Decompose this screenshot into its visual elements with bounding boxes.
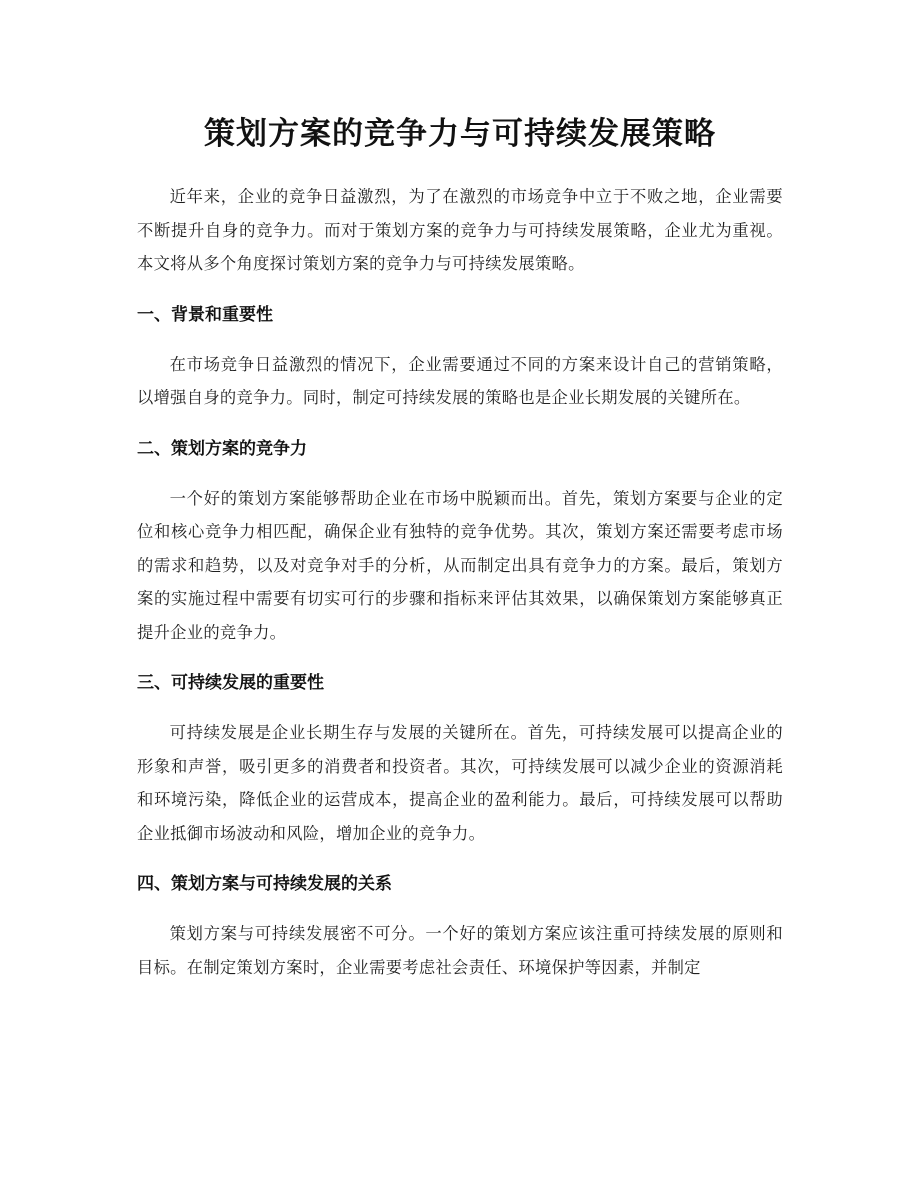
section-heading-competitiveness: 二、策划方案的竞争力 <box>137 438 307 459</box>
section-body-background: 在市场竞争日益激烈的情况下，企业需要通过不同的方案来设计自己的营销策略，以增强自身的竞争力。同时，制定可持续发展的策略也是企业长期发展的关键所在。 <box>137 354 783 407</box>
section-heading-sustainability: 三、可持续发展的重要性 <box>137 673 324 693</box>
document-body <box>137 180 783 984</box>
section-body-relationship: 策划方案与可持续发展密不可分。一个好的策划方案应该注重可持续发展的原则和目标。在制定策划方案时，企业需要考虑社会责任、环境保护等因素，并制定 <box>137 924 783 977</box>
section-heading-relationship: 四、策划方案与可持续发展的关系 <box>137 874 392 894</box>
page-title: 策划方案的竞争力与可持续发展策略 <box>204 116 716 152</box>
section-body-sustainability: 可持续发展是企业长期生存与发展的关键所在。首先，可持续发展可以提高企业的形象和声誉，吸引更多的消费者和投资者。其次，可持续发展可以减少企业的资源消耗和环境污染，降低企业的运营成本，提高企业的盈利能力。最后，可持续发展可以帮助企业抵御市场波动和风险，增加企业的竞争力。 <box>137 723 783 843</box>
intro-paragraph: 近年来，企业的竞争日益激烈，为了在激烈的市场竞争中立于不败之地，企业需要不断提升自身的竞争力。而对于策划方案的竞争力与可持续发展策略，企业尤为重视。本文将从多个角度探讨策划方案的竞争力与可持续发展策略。 <box>137 187 783 273</box>
section-heading-background: 一、背景和重要性 <box>137 304 273 325</box>
section-body-competitiveness: 一个好的策划方案能够帮助企业在市场中脱颖而出。首先，策划方案要与企业的定位和核心竞争力相匹配，确保企业有独特的竞争优势。其次，策划方案还需要考虑市场的需求和趋势，以及对竞争对手的分析，从而制定出具有竞争力的方案。最后，策划方案的实施过程中需要有切实可行的步骤和指标来评估其效果，以确保策划方案能够真正提升企业的竞争力。 <box>137 488 783 642</box>
